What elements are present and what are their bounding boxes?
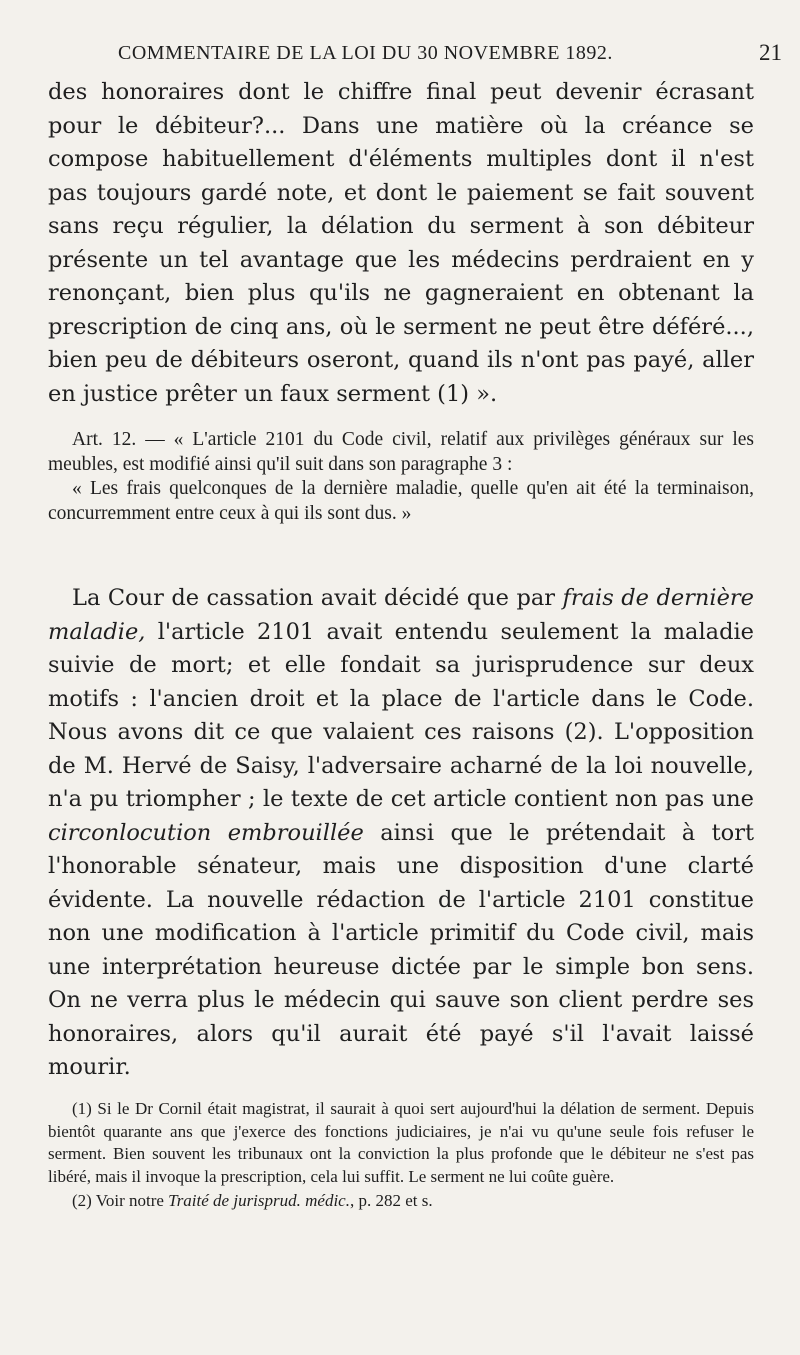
commentary-text <box>48 582 754 1085</box>
running-title: COMMENTAIRE DE LA LOI DU 30 NOVEMBRE 1892. <box>118 42 613 64</box>
commentary-part-2: l'article 2101 avait entendu seulement la maladie suivie de mort; et elle fondait sa jurisprudence sur deux motifs : l'ancien droit et la place de l'article dans le Code. Nous avons dit ce que valaient ces raisons (2). L'opposition de M. Hervé de Saisy, l'adversaire acharné de la loi nouvelle, n'a pu triompher ; le texte de cet article contient non pas une <box>48 618 754 812</box>
footnotes <box>48 1098 754 1215</box>
footnote-2-part-2: , p. 282 et s. <box>349 1191 433 1210</box>
commentary-part-1: La Cour de cassation avait décidé que par <box>72 585 563 611</box>
article-12-quote <box>48 428 754 526</box>
article-quoted-text: « Les frais quelconques de la dernière maladie, quelle qu'en ait été la terminaison, concurremment entre ceux à qui ils sont dus. » <box>48 478 754 524</box>
commentary-italic-1: frais de dernière maladie, <box>48 585 754 645</box>
commentary-paragraph <box>48 582 754 1085</box>
page-header <box>48 36 782 76</box>
paragraph-text: des honoraires dont le chiffre final peut devenir écrasant pour le débiteur?... Dans une matière où la créance se compose habituellement d'éléments multiples dont il n'est pas toujours gardé note, et dont le paiement se fait souvent sans reçu régulier, la délation du serment à son débiteur présente un tel avantage que les médecins perdraient en y renonçant, bien plus qu'ils ne gagneraient en obtenant la prescription de cinq ans, où le serment ne peut être déféré..., bien peu de débiteurs oseront, quand ils n'ont pas payé, aller en justice prêter un faux serment (1) ». <box>48 79 754 407</box>
footnote-2 <box>48 1190 754 1213</box>
footnote-1: (1) Si le Dr Cornil était magistrat, il saurait à quoi sert aujourd'hui la délation de serment. Depuis bientôt quarante ans que j'exerce des fonctions judiciaires, je n'ai vu qu'une seule fois refuser le serment. Bien souvent les tribunaux ont la conviction la plus profonde que le débiteur ne s'est pas libéré, mais il invoque la prescription, cela lui suffit. Le serment ne lui coûte guère. <box>48 1099 754 1186</box>
footnote-2-italic: Traité de jurisprud. médic. <box>168 1191 350 1210</box>
paragraph-continued <box>48 76 754 411</box>
commentary-part-3: ainsi que le prétendait à tort l'honorable sénateur, mais une disposition d'une clarté évidente. La nouvelle rédaction de l'article 2101 constitue non une modification à l'article primitif du Code civil, mais une interprétation heureuse dictée par le simple bon sens. On ne verra plus le médecin qui sauve son client perdre ses honoraires, alors qu'il aurait été payé s'il l'avait laissé mourir. <box>48 819 754 1080</box>
article-heading-text: Art. 12. — « L'article 2101 du Code civil, relatif aux privilèges généraux sur les meubles, est modifié ainsi qu'il suit dans son paragraphe 3 : <box>48 429 754 475</box>
footnote-2-part-1: (2) Voir notre <box>72 1191 169 1210</box>
commentary-italic-2: circonlocution embrouillée <box>48 819 364 846</box>
page-number: 21 <box>759 40 782 65</box>
